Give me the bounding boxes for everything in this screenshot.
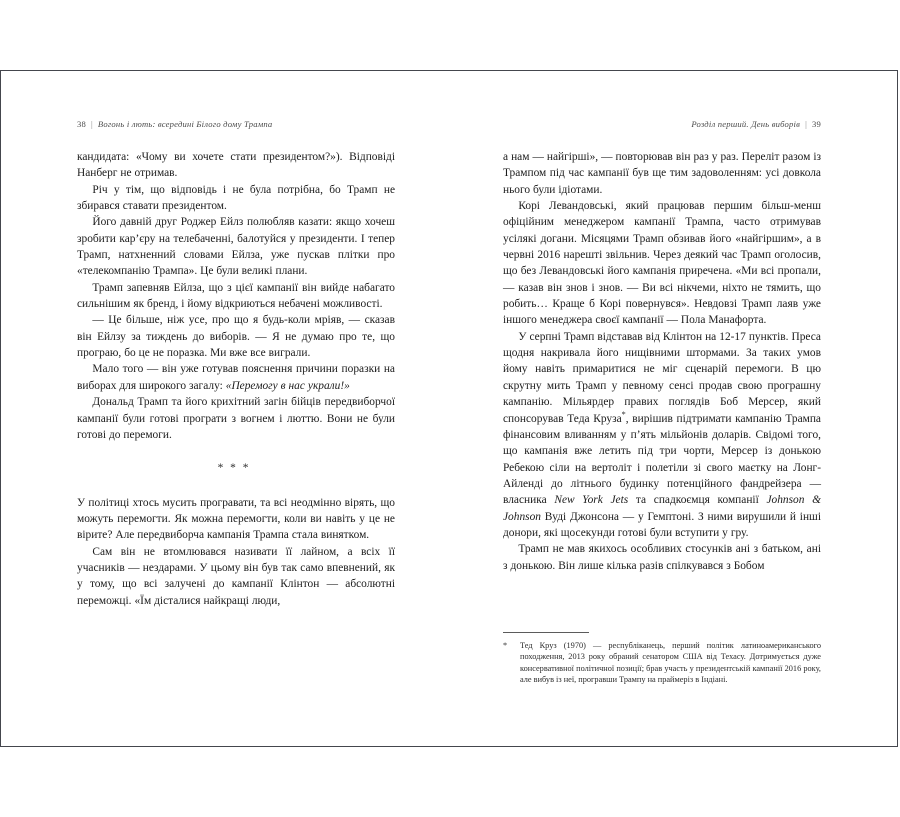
paragraph-with-footnote-reference (503, 329, 821, 541)
footnote-reference-marker[interactable]: * (621, 409, 626, 419)
right-running-head-separator: | (805, 119, 807, 129)
footnote-separator-rule (503, 632, 589, 633)
paragraph: Річ у тім, що відповідь і не була потрібна, бо Трамп не збирався ставати президентом. (77, 183, 395, 213)
footnote-marker: * (503, 640, 508, 650)
paragraph-text-before-quote: Мало того — він уже готував пояснення причини поразки на виборах для широкого загалу: (77, 363, 395, 392)
paragraph: Трамп не мав якихось особливих стосунків ані з батьком, ані з донькою. Він лише кілька разів спілкувався з Бобом (503, 543, 821, 572)
book-page-spread (0, 70, 898, 747)
paragraph: кандидата: «Чому ви хочете стати президентом?»). Відповіді Нанберг не отримав. (77, 151, 395, 180)
paragraph: Сам він не втомлювався називати її лайном, а всіх її учасників — нездарами. У цьому він був так само впевнений, як у тому, що всі залучені до кампанії Клінтон — абсолютні переможці. «Їм дісталися найкращі люди, (77, 545, 395, 607)
right-running-head-title: Розділ перший. День виборів (691, 119, 801, 129)
left-page (1, 71, 449, 746)
paragraph-segment: У серпні Трамп відставав від Клінтон на 12-17 пунктів. Преса щодня накривала його нищівними штормами. За таких умов йому навіть примаритися не міг сценарій перемоги. В цю скрутну мить Трамп у певному сенсі продав свою програшну кампанію. Мільярдер правих поглядів Боб Мерсер, який спонсорував Теда Круза (503, 330, 821, 425)
right-running-head (503, 119, 821, 133)
footnote-zone (503, 632, 821, 686)
footnote (503, 640, 821, 686)
right-page (449, 71, 897, 746)
italic-title-johnson-and-johnson: Johnson & Johnson (503, 494, 821, 523)
paragraph-segment: Вуді Джонсона — у Гемптоні. З ними вирушили й інші донори, які щосекунди готові були вступити у гру. (503, 510, 821, 539)
footnote-text: Тед Круз (1970) — республіканець, перший політик латиноамериканського походження, 2013 року обраний сенатором США від Техасу. Дотримується дуже консервативної політичної позиції; брав участь у президентській кампанії 2016 року, але вибув із неї, програвши Трампу на праймеріз в Індіані. (520, 640, 821, 685)
paragraph: — Це більше, ніж усе, про що я будь-коли мріяв, — сказав він Ейлзу за тиждень до виборів. — Я не думаю про те, що програю, бо це не поразка. Ми вже все виграли. (77, 314, 395, 360)
paragraph: Трамп запевняв Ейлза, що з цієї кампанії він вийде набагато сильнішим як бренд, і йому відкриються небачені можливості. (77, 281, 395, 311)
paragraph-with-italic-quote (77, 361, 395, 394)
paragraph: Корі Левандовські, який працював першим більш-менш офіційним менеджером кампанії Трампа, часто отримував усілякі догани. Місяцями Трамп обзивав його «найгіршим», а в червні 2016 нарешті звільнив. Через деякий час Трамп оголосив, що без Левандовські його кампанія приречена. «Ми всі пропали, — казав він знов і знов. — Ви всі нікчеми, ніхто не тямить, що робить… Краще б Корі повернувся». Невдовзі Трамп лаяв уже іншого менеджера своєї кампанії — Пола Манафорта. (503, 200, 821, 327)
left-running-head (77, 119, 395, 133)
paragraph-segment: , вирішив підтримати кампанію Трампа фінансовим вливанням у п’ять мільйонів доларів. Свідомі того, що кампанія вже летить під три чорти, Мерсер із донькою Ребекою сіли на вертоліт і полетіли зі свого маєтку на Лонг-Айленді до літнього будинку потенційного фандрейзера — власника (503, 412, 821, 507)
left-running-head-title: Вогонь і лють: всередині Білого дому Трампа (97, 119, 273, 129)
left-page-folio: 38 (77, 119, 86, 129)
section-divider: * * * (217, 462, 251, 475)
paragraph: Його давній друг Роджер Ейлз полюбляв казати: якщо хочеш зробити кар’єру на телебаченні, балотуйся у президенти. І тепер Трамп, натхненний словами Ейлза, уже пускав плітки про «телекомпанію Трампа». Це були великі плани. (77, 216, 395, 278)
paragraph: Дональд Трамп та його крихітний загін бійців передвиборчої кампанії були готові програти з вогнем і люттю. Вони не були готові до перемоги. (77, 396, 395, 441)
paragraph-segment: та спадкоємця компанії (628, 494, 767, 507)
right-page-body (503, 149, 821, 574)
right-page-folio: 39 (812, 119, 821, 129)
left-running-head-separator: | (91, 119, 93, 129)
italic-quote: «Перемогу в нас украли!» (225, 379, 350, 392)
left-page-body (77, 149, 395, 609)
italic-title-new-york-jets: New York Jets (554, 494, 629, 507)
paragraph: а нам — найгірші», — повторював він раз у раз. Переліт разом із Трампом під час кампанії був ще тим задоволенням: усі довкола нього були ідіотами. (503, 151, 821, 196)
paragraph: У політиці хтось мусить програвати, та всі неодмінно вірять, що можуть перемогти. Як можна перемогти, коли ви навіть у це не вірите? Але передвиборча кампанія Трампа стала винятком. (77, 496, 395, 542)
